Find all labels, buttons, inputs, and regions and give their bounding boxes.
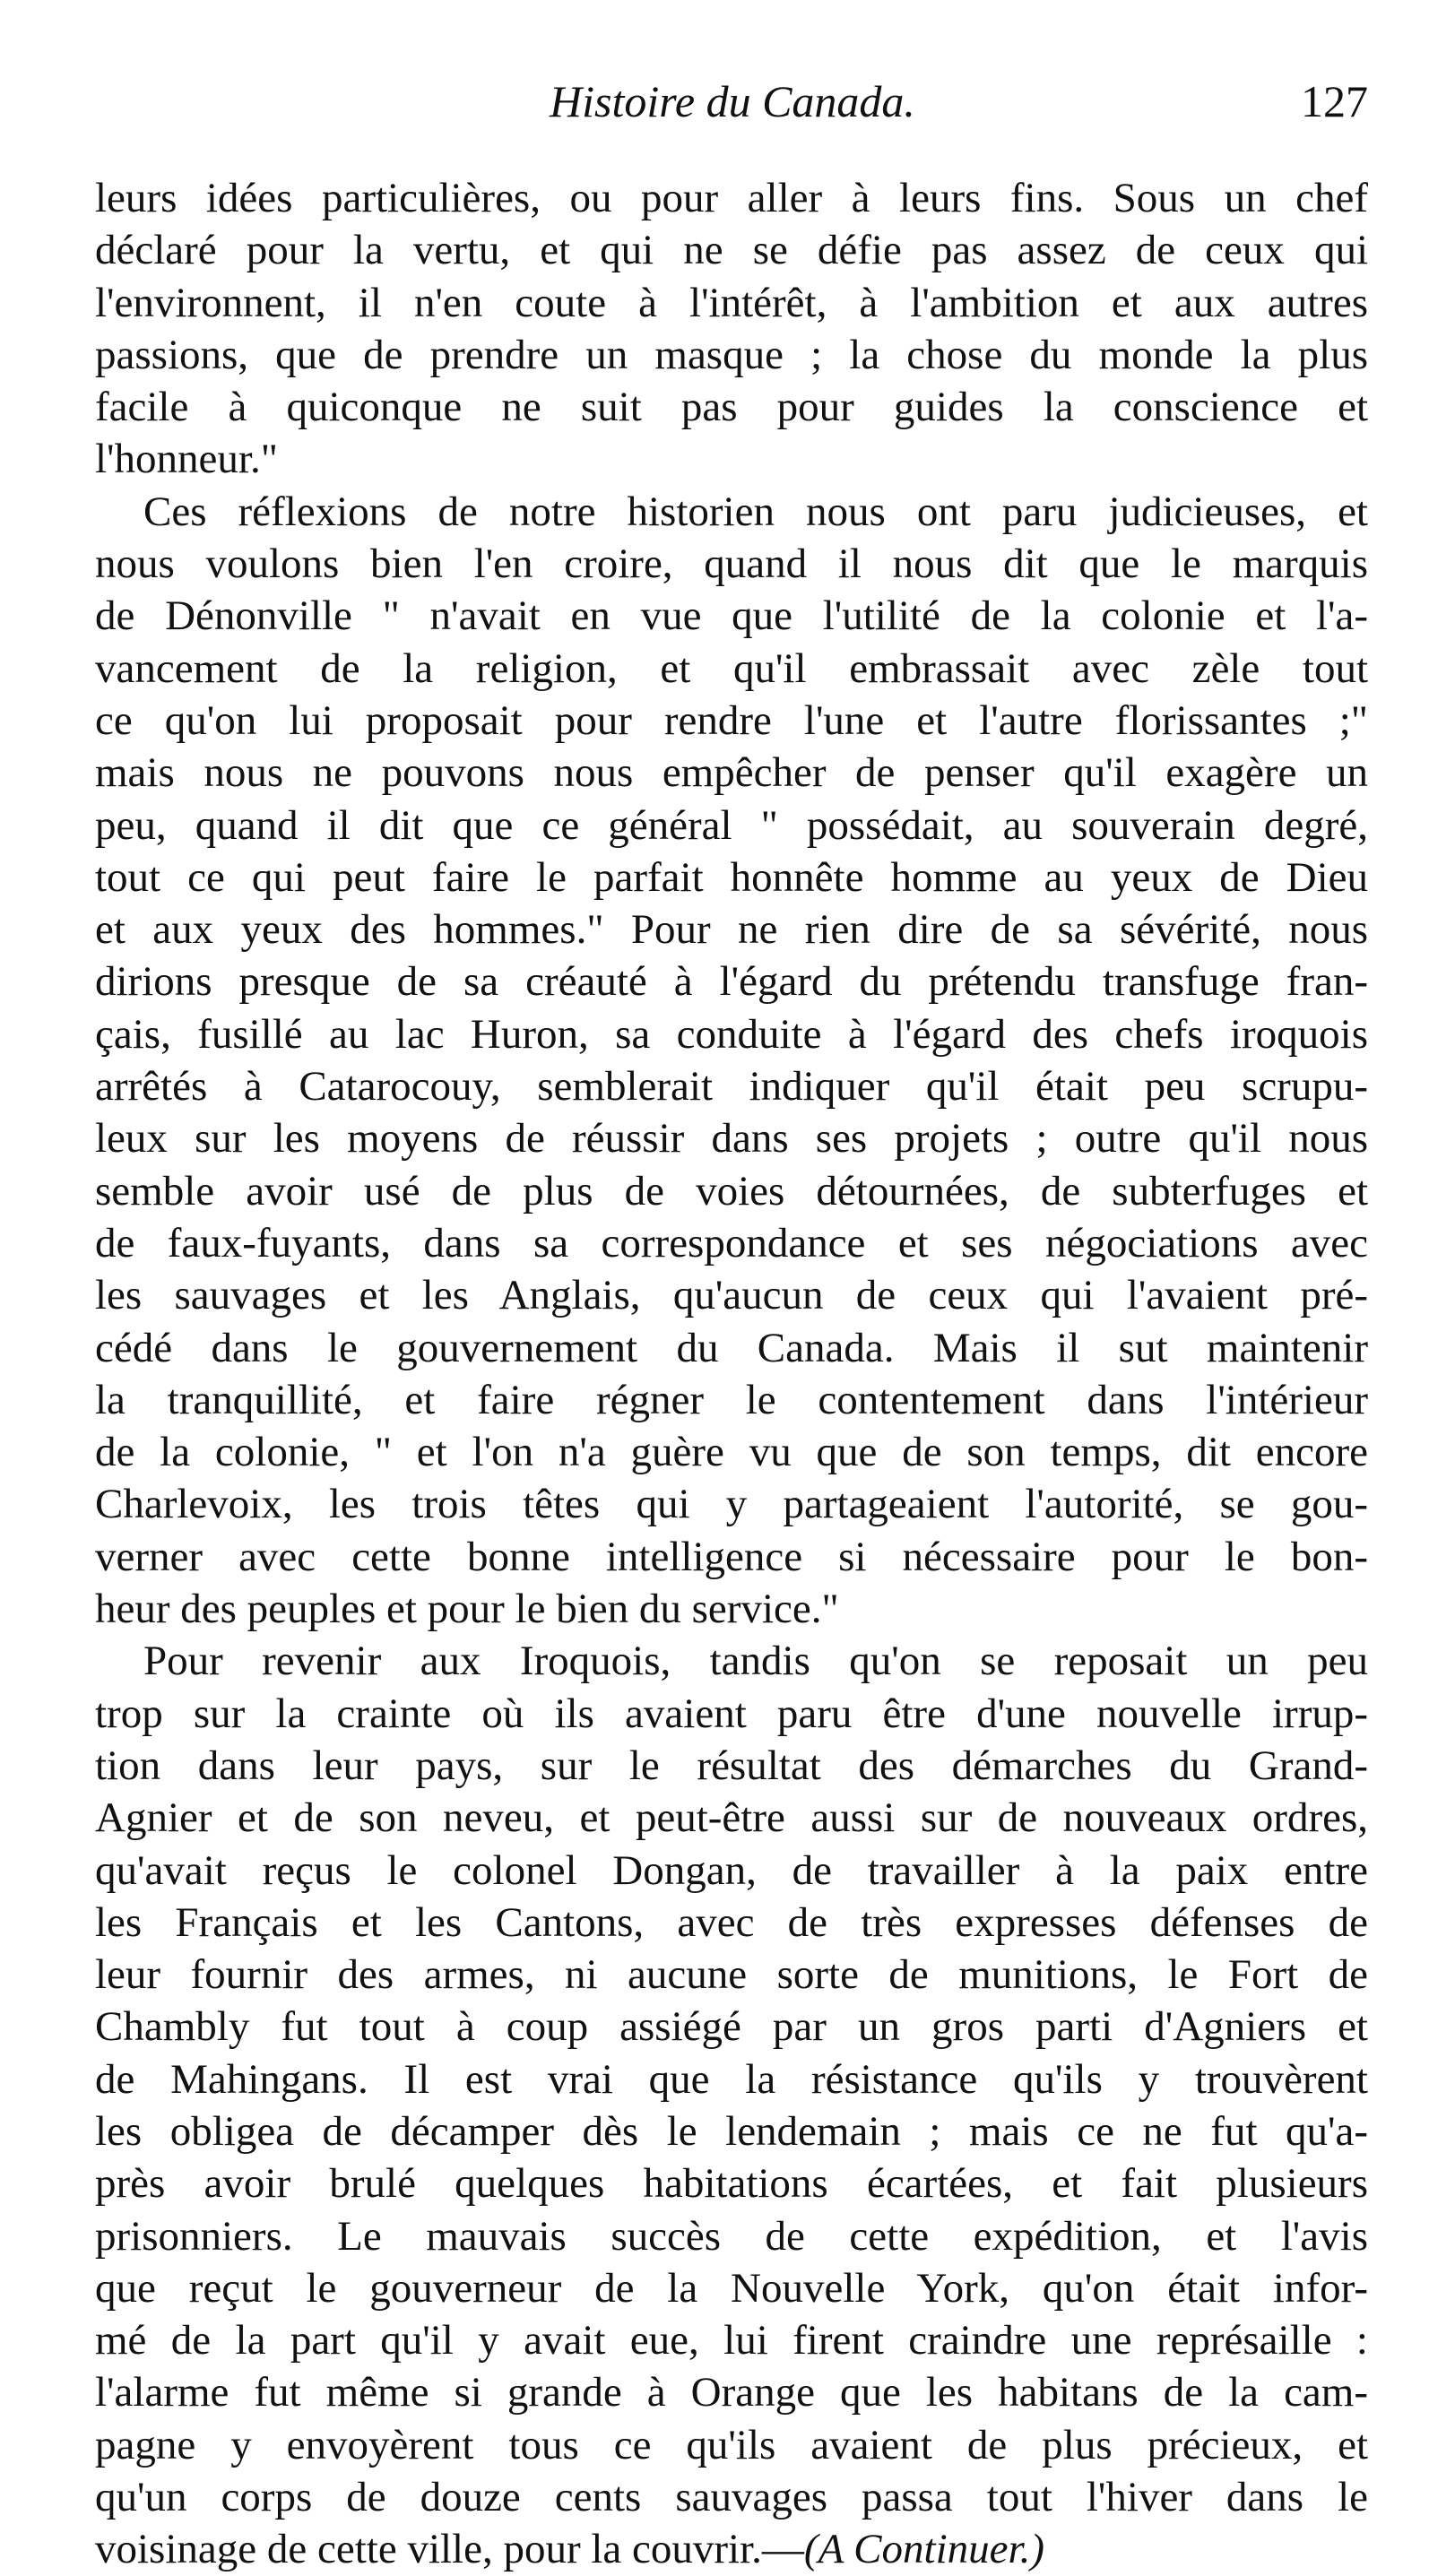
text-line: Chambly fut tout à coup assiégé par un gros parti d'Agniers et — [95, 2003, 1368, 2051]
text-line: les Français et les Cantons, avec de très expresses défenses de — [95, 1898, 1368, 1946]
text-line: l'honneur." — [95, 436, 278, 483]
text-line: la tranquillité, et faire régner le contentement dans l'intérieur — [95, 1376, 1368, 1423]
running-head — [97, 70, 1368, 133]
text-line: qu'un corps de douze cents sauvages passa tout l'hiver dans le — [95, 2474, 1368, 2521]
text-line: leur fournir des armes, ni aucune sorte de munitions, le Fort de — [95, 1951, 1368, 1999]
text-line: leurs idées particulières, ou pour aller à leurs fins. Sous un chef — [95, 175, 1368, 221]
text-line: trop sur la crainte où ils avaient paru être d'une nouvelle irrup- — [95, 1690, 1368, 1737]
text-line: déclaré pour la vertu, et qui ne se défie pas assez de ceux qui — [95, 227, 1368, 274]
text-line: tion dans leur pays, sur le résultat des démarches du Grand- — [95, 1742, 1368, 1789]
text-line: de Mahingans. Il est vrai que la résistance qu'ils y trouvèrent — [95, 2055, 1368, 2103]
text-line — [95, 2523, 1368, 2575]
text-line: près avoir brulé quelques habitations écartées, et fait plusieurs — [95, 2160, 1368, 2208]
text-line: de la colonie, " et l'on n'a guère vu que de son temps, dit encore — [95, 1429, 1368, 1476]
text-line: heur des peuples et pour le bien du service." — [95, 1586, 839, 1633]
text-line: Ces réflexions de notre historien nous ont paru judicieuses, et — [143, 488, 1368, 535]
running-title: Histoire du Canada. — [550, 76, 915, 126]
text-line: tout ce qui peut faire le parfait honnête homme au yeux de Dieu — [95, 853, 1368, 901]
text-line: facile à quiconque ne suit pas pour guides la conscience et — [95, 384, 1368, 431]
text-line: qu'avait reçus le colonel Dongan, de travailler à la paix entre — [95, 1846, 1368, 1894]
body-text — [95, 172, 1368, 2576]
text-line: Agnier et de son neveu, et peut-être aussi sur de nouveaux ordres, — [95, 1794, 1368, 1842]
text-line: l'alarme fut même si grande à Orange que les habitans de la cam- — [95, 2369, 1368, 2416]
text-line: passions, que de prendre un masque ; la chose du monde la plus — [95, 331, 1368, 378]
text-line: Pour revenir aux Iroquois, tandis qu'on se reposait un peu — [143, 1638, 1368, 1685]
page-number: 127 — [1301, 76, 1368, 126]
text-line: cédé dans le gouvernement du Canada. Mais il sut maintenir — [95, 1324, 1368, 1371]
text-line: que reçut le gouverneur de la Nouvelle York, qu'on était infor- — [95, 2264, 1368, 2312]
final-line-text: voisinage de cette ville, pour la couvrir.— — [95, 2526, 804, 2573]
text-line: semble avoir usé de plus de voies détournées, de subterfuges et — [95, 1167, 1368, 1215]
text-line: prisonniers. Le mauvais succès de cette expédition, et l'avis — [95, 2212, 1368, 2260]
text-line: les obligea de décamper dès le lendemain ; mais ce ne fut qu'a- — [95, 2107, 1368, 2155]
text-line: verner avec cette bonne intelligence si nécessaire pour le bon- — [95, 1533, 1368, 1580]
text-line: mé de la part qu'il y avait eue, lui firent craindre une représaille : — [95, 2317, 1368, 2364]
continued-note: (A Continuer.) — [803, 2526, 1044, 2573]
text-line: peu, quand il dit que ce général " possédait, au souverain degré, — [95, 801, 1368, 849]
text-line: nous voulons bien l'en croire, quand il nous dit que le marquis — [95, 540, 1368, 588]
text-line: vancement de la religion, et qu'il embrassait avec zèle tout — [95, 644, 1368, 692]
text-line: çais, fusillé au lac Huron, sa conduite à l'égard des chefs iroquois — [95, 1010, 1368, 1058]
text-line: Charlevoix, les trois têtes qui y partageaient l'autorité, se gou- — [95, 1481, 1368, 1528]
text-line: dirions presque de sa créauté à l'égard du prétendu transfuge fran- — [95, 958, 1368, 1006]
text-line: arrêtés à Catarocouy, semblerait indiquer qu'il était peu scrupu- — [95, 1063, 1368, 1111]
text-line: et aux yeux des hommes." Pour ne rien dire de sa sévérité, nous — [95, 906, 1368, 954]
text-line: pagne y envoyèrent tous ce qu'ils avaient de plus précieux, et — [95, 2421, 1368, 2468]
text-line: de faux-fuyants, dans sa correspondance et ses négociations avec — [95, 1219, 1368, 1266]
text-line: les sauvages et les Anglais, qu'aucun de ceux qui l'avaient pré- — [95, 1272, 1368, 1319]
text-line: de Dénonville " n'avait en vue que l'utilité de la colonie et l'a- — [95, 592, 1368, 640]
text-line: ce qu'on lui proposait pour rendre l'une et l'autre florissantes ;" — [95, 696, 1368, 744]
text-line: leux sur les moyens de réussir dans ses projets ; outre qu'il nous — [95, 1115, 1368, 1163]
text-line: l'environnent, il n'en coute à l'intérêt, à l'ambition et aux autres — [95, 279, 1368, 326]
text-line: mais nous ne pouvons nous empêcher de penser qu'il exagère un — [95, 749, 1368, 797]
